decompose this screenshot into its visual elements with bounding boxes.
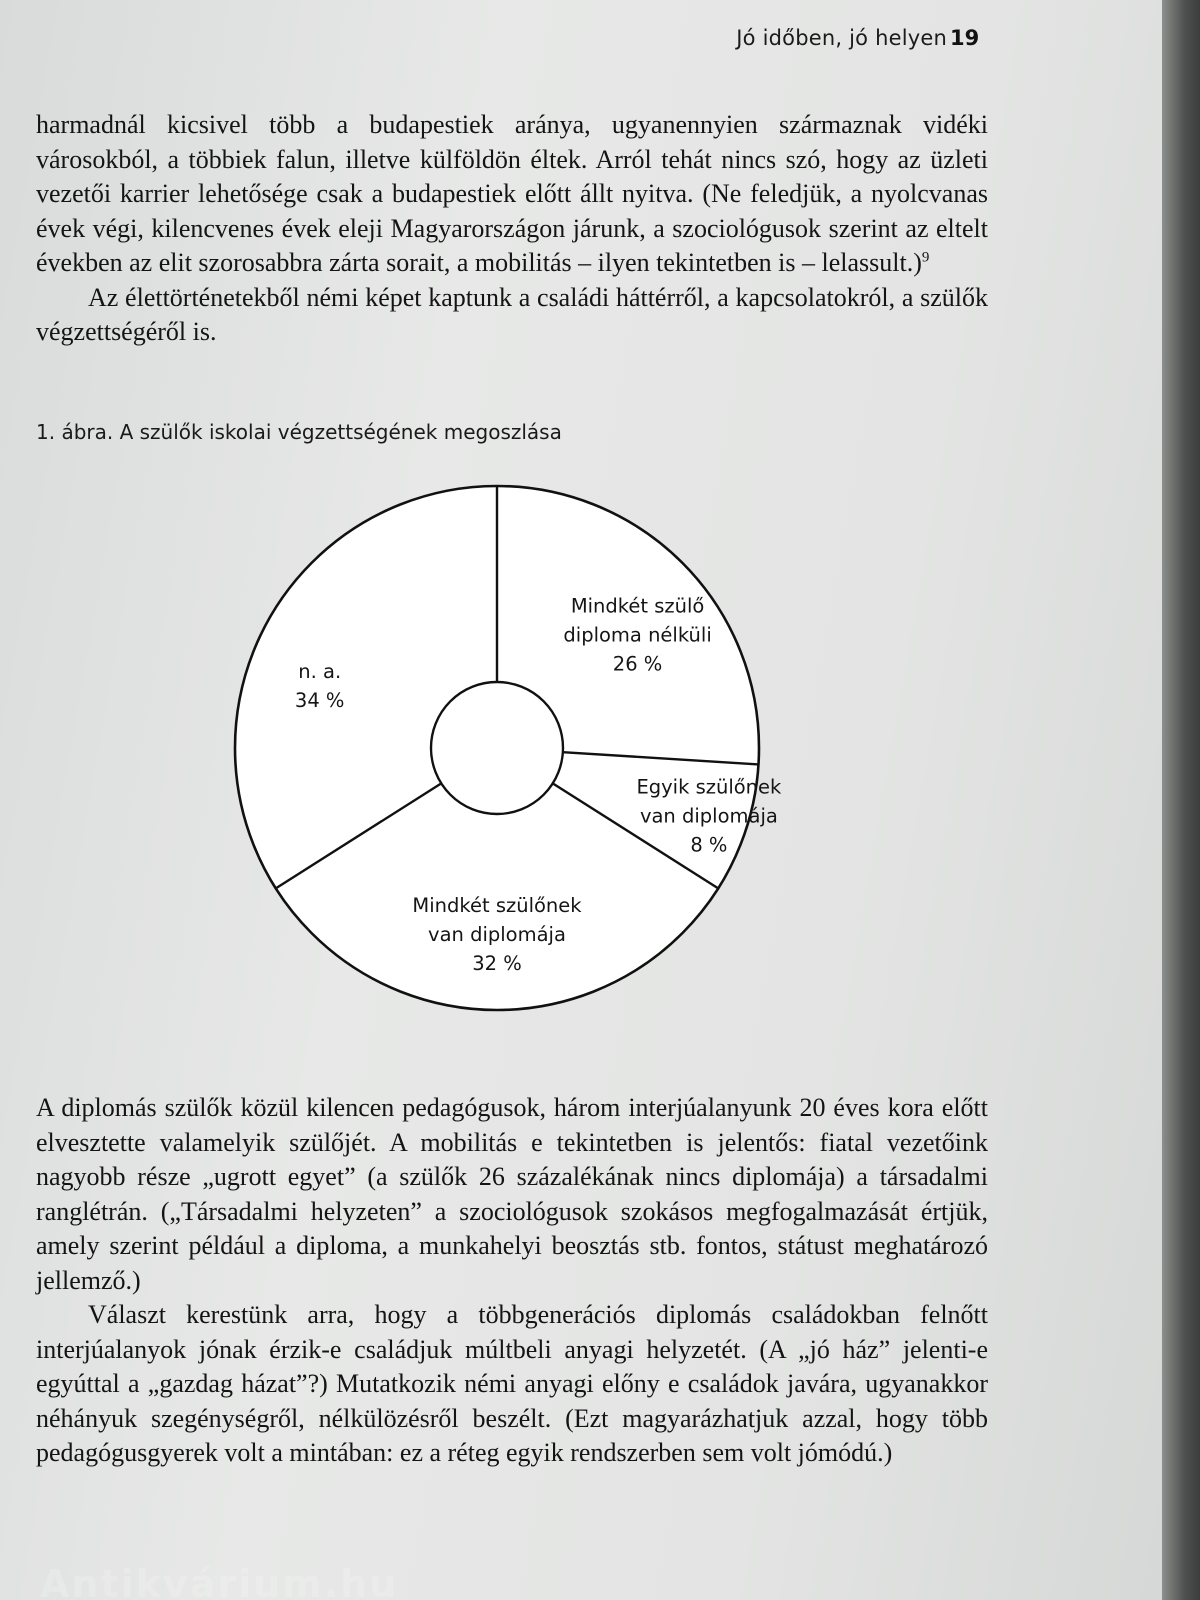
body-text-bottom [36, 1091, 988, 1471]
pie-layer [235, 486, 782, 1010]
pie-slice-value-label: 34 % [294, 688, 345, 712]
running-head-title: Jó időben, jó helyen [736, 26, 947, 50]
pie-slice-label: van diplomája [428, 923, 566, 947]
paragraph-text: harmadnál kicsivel több a budapestiek aránya, ugyanennyien származnak vidéki városokból, a többiek falun, illetve külföldön éltek. Arról tehát nincs szó, hogy az üzleti vezetői karrier lehetősége csak a budapestiek előtt állt nyitva. (Ne feledjük, a nyolcvanas évek végi, kilencvenes évek eleji Magyarországon járunk, a szociológusok szerint az eltelt években az elit szorosabbra zárta sorait, a mobilitás – ilyen tekintetben is – lelassult.) [36, 110, 988, 277]
pie-slice-label: van diplomája [639, 804, 778, 828]
figure-caption: 1. ábra. A szülők iskolai végzettségének megoszlása [36, 420, 562, 444]
pie-slice-label: diploma nélküli [563, 623, 712, 647]
pie-slice-value-label: 32 % [472, 952, 522, 976]
pie-slice-label: Mindkét szülő [570, 594, 705, 618]
watermark: Antikvárium.hu [40, 1562, 399, 1600]
pie-slice-label: n. a. [298, 659, 342, 683]
paragraph: A diplomás szülők közül kilencen pedagógusok, három interjúalanyunk 20 éves kora előtt elvesztette valamelyik szülőjét. A mobilitás e tekintetben is jelentős: fiatal vezetőink nagyobb része „ugrott egyet” (a szülők 26 százalékának nincs diplomája) a társadalmi ranglétrán. („Társadalmi helyzeten” a szociológusok szokásos megfogalmazását értjük, amely szerint például a diploma, a munkahelyi beosztás stb. fontos, státust meghatározó jellemző.) [36, 1093, 988, 1295]
pie-slice-label: Egyik szülőnek [636, 775, 782, 799]
page-number: 19 [950, 26, 980, 50]
paragraph: Az élettörténetekből némi képet kaptunk a családi háttérről, a kapcsolatokról, a szülők végzettségéről is. [36, 282, 988, 346]
footnote-marker[interactable]: 9 [921, 249, 930, 266]
pie-slice-value-label: 26 % [612, 652, 663, 676]
pie-slice-value-label: 8 % [690, 833, 728, 857]
pie-inner-circle [431, 682, 563, 814]
paragraph: Választ kerestünk arra, hogy a többgenerációs diplomás családokban felnőtt interjúalanyok jónak érzik-e családjuk múltbeli anyagi helyzetét. (A „jó ház” jelenti-e egyúttal a „gazdag házat”?) Mutatkozik némi anyagi előny e családok javára, ugyanakkor néhányuk szegénységről, nélkülözésről beszélt. (Ezt magyarázhatjuk azzal, hogy több pedagógusgyerek volt a mintában: ez a réteg egyik rendszerben sem volt jómódú.) [36, 1300, 988, 1467]
page-edge [1162, 0, 1200, 1600]
pie-slice-label: Mindkét szülőnek [412, 894, 582, 918]
